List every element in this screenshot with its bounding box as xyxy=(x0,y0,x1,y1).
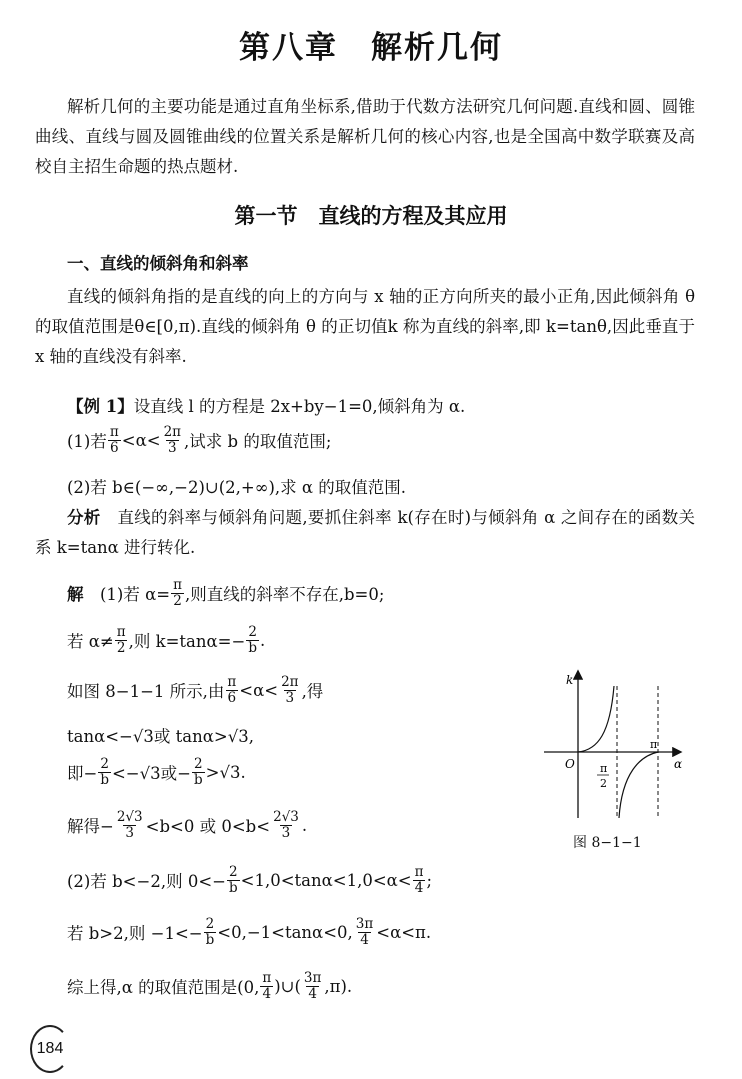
math-text: ,π). xyxy=(324,976,353,996)
fraction-numerator: 3π xyxy=(303,970,322,987)
math-text: <1,0<tanα<1,0<α< xyxy=(240,870,412,890)
math-text: <α< xyxy=(239,680,279,700)
analysis-paragraph xyxy=(35,503,695,563)
analysis-text: 直线的斜率与倾斜角问题,要抓住斜率 k(存在时)与倾斜角 α 之间存在的函数关系 k=tanα 进行转化. xyxy=(35,508,696,557)
fraction-numerator: 2π xyxy=(163,424,182,441)
solution-line-5 xyxy=(67,752,246,792)
fraction xyxy=(413,865,426,894)
solution-line-7 xyxy=(67,860,432,900)
solution-line-6 xyxy=(67,805,307,845)
math-text: <−√3或− xyxy=(111,764,191,783)
pi-label: π xyxy=(650,738,658,751)
math-text: ; xyxy=(426,870,433,890)
fraction-denominator: 6 xyxy=(227,689,237,706)
fraction-numerator: π xyxy=(262,970,272,987)
fraction xyxy=(108,425,121,454)
solution-line-1 xyxy=(67,573,384,613)
solution-line-4 xyxy=(67,715,254,755)
fraction-numerator: 3π xyxy=(355,916,374,933)
math-text: >√3. xyxy=(205,762,246,782)
solution-label: 解 xyxy=(67,585,84,604)
fraction-denominator: 6 xyxy=(110,439,119,456)
fraction-numerator: 2√3 xyxy=(273,809,299,826)
x-axis-label: α xyxy=(674,757,683,771)
math-text: <α< xyxy=(121,430,161,450)
fraction-numerator: 2 xyxy=(205,916,215,933)
fraction-denominator: 3 xyxy=(281,824,291,841)
math-text: (2)若 b∈(−∞,−2)∪(2,+∞),求 α 的取值范围. xyxy=(67,478,407,497)
fraction-denominator: 4 xyxy=(360,931,369,948)
math-text: )∪( xyxy=(274,976,301,996)
math-text: tanα<−√3或 tanα>√3, xyxy=(67,727,254,746)
fraction xyxy=(302,971,323,1000)
math-text: . xyxy=(301,815,308,835)
solution-line-1-body xyxy=(100,578,384,607)
solution-line-2 xyxy=(67,620,265,660)
fraction-numerator: 2π xyxy=(281,674,299,691)
fraction-denominator: 4 xyxy=(262,985,272,1002)
tan-graph-svg xyxy=(540,668,690,828)
fraction-denominator: 3 xyxy=(125,824,135,841)
definition-paragraph: 直线的倾斜角指的是直线的向上的方向与 x 轴的正方向所夹的最小正角,因此倾斜角 θ 的取值范围是θ∈[0,π).直线的倾斜角 θ 的正切值k 称为直线的斜率,即 k=tanθ,因此垂直于 x 轴的直线没有斜率. xyxy=(35,287,695,366)
fraction-denominator: b xyxy=(193,771,203,788)
fraction-numerator: π xyxy=(414,864,424,881)
fraction-numerator: 2 xyxy=(248,624,257,641)
math-text: ,则 k=tanα=− xyxy=(128,632,246,651)
example-heading xyxy=(67,385,465,425)
fraction xyxy=(98,757,111,786)
solution-line-9 xyxy=(67,966,352,1006)
math-text: (2)若 b<−2,则 0<− xyxy=(67,872,226,891)
fraction xyxy=(279,675,300,704)
fraction-denominator: 4 xyxy=(414,879,424,896)
fraction xyxy=(227,865,240,894)
tan-curve-left xyxy=(578,686,614,752)
math-text: <α<π. xyxy=(376,922,432,942)
fraction-numerator: π xyxy=(227,674,237,691)
fraction-numerator: π xyxy=(109,424,119,441)
example-q2 xyxy=(67,466,406,506)
origin-label: O xyxy=(565,757,575,771)
section-title: 第一节 直线的方程及其应用 xyxy=(234,203,508,228)
page-number: 184 xyxy=(30,1025,70,1073)
example-q1 xyxy=(67,420,331,460)
fraction-denominator: b xyxy=(205,931,215,948)
fraction-denominator: 2 xyxy=(173,592,182,609)
fraction-denominator: 4 xyxy=(308,985,317,1002)
math-text: ,得 xyxy=(301,682,324,701)
math-text: 综上得,α 的取值范围是(0, xyxy=(67,978,260,997)
half-pi-den: 2 xyxy=(600,777,607,790)
fraction-numerator: π xyxy=(116,624,126,641)
analysis-label: 分析 xyxy=(67,508,101,527)
fraction xyxy=(171,578,184,607)
math-text: ,试求 b 的取值范围; xyxy=(184,432,332,451)
math-text: (1)若 α= xyxy=(100,585,171,604)
math-text: ,则直线的斜率不存在,b=0; xyxy=(184,585,385,604)
example-text: 设直线 l 的方程是 2x+by−1=0,倾斜角为 α. xyxy=(133,397,466,416)
math-text: 若 α≠ xyxy=(67,632,114,651)
math-text: <0,−1<tanα<0, xyxy=(217,922,353,942)
fraction-denominator: b xyxy=(100,771,109,788)
math-text: 即− xyxy=(67,764,98,783)
half-pi-num: π xyxy=(600,762,608,775)
example-label: 【例 1】 xyxy=(67,397,134,416)
fraction-denominator: b xyxy=(248,639,257,656)
fraction-denominator: b xyxy=(228,879,238,896)
math-text: <b<0 或 0<b< xyxy=(145,817,271,836)
fraction xyxy=(204,917,217,946)
fraction xyxy=(192,757,205,786)
fraction xyxy=(115,625,128,654)
subsection-title: 一、直线的倾斜角和斜率 xyxy=(67,254,249,273)
fraction-denominator: 3 xyxy=(285,689,295,706)
fraction-numerator: π xyxy=(173,577,182,594)
fraction-denominator: 3 xyxy=(168,439,177,456)
solution-line-3 xyxy=(67,670,323,710)
fraction xyxy=(260,971,273,1000)
math-text: 若 b>2,则 −1<− xyxy=(67,924,203,943)
fraction-denominator: 2 xyxy=(116,639,126,656)
fraction xyxy=(225,675,238,704)
fraction xyxy=(354,917,375,946)
figure-tan-graph xyxy=(540,668,690,858)
math-text: (1)若 xyxy=(67,432,107,451)
math-text: 如图 8−1−1 所示,由 xyxy=(67,682,225,701)
fraction xyxy=(271,810,301,839)
chapter-title: 第八章 解析几何 xyxy=(239,30,503,66)
tan-curve-right xyxy=(619,752,658,818)
y-axis-label: k xyxy=(566,673,574,687)
fraction xyxy=(246,625,259,654)
fraction-numerator: 2 xyxy=(194,756,203,773)
figure-caption: 图 8−1−1 xyxy=(573,835,642,851)
fraction-numerator: 2 xyxy=(100,756,109,773)
solution-line-8 xyxy=(67,912,431,952)
fraction-numerator: 2√3 xyxy=(116,809,143,826)
intro-paragraph: 解析几何的主要功能是通过直角坐标系,借助于代数方法研究几何问题.直线和圆、圆锥曲线、直线与圆及圆锥曲线的位置关系是解析几何的核心内容,也是全国高中数学联赛及高校自主招生命题的热点题材. xyxy=(35,97,695,176)
fraction xyxy=(115,810,145,839)
math-text: . xyxy=(259,630,266,650)
fraction xyxy=(162,425,183,454)
fraction-numerator: 2 xyxy=(228,864,238,881)
math-text: 解得− xyxy=(67,817,114,836)
